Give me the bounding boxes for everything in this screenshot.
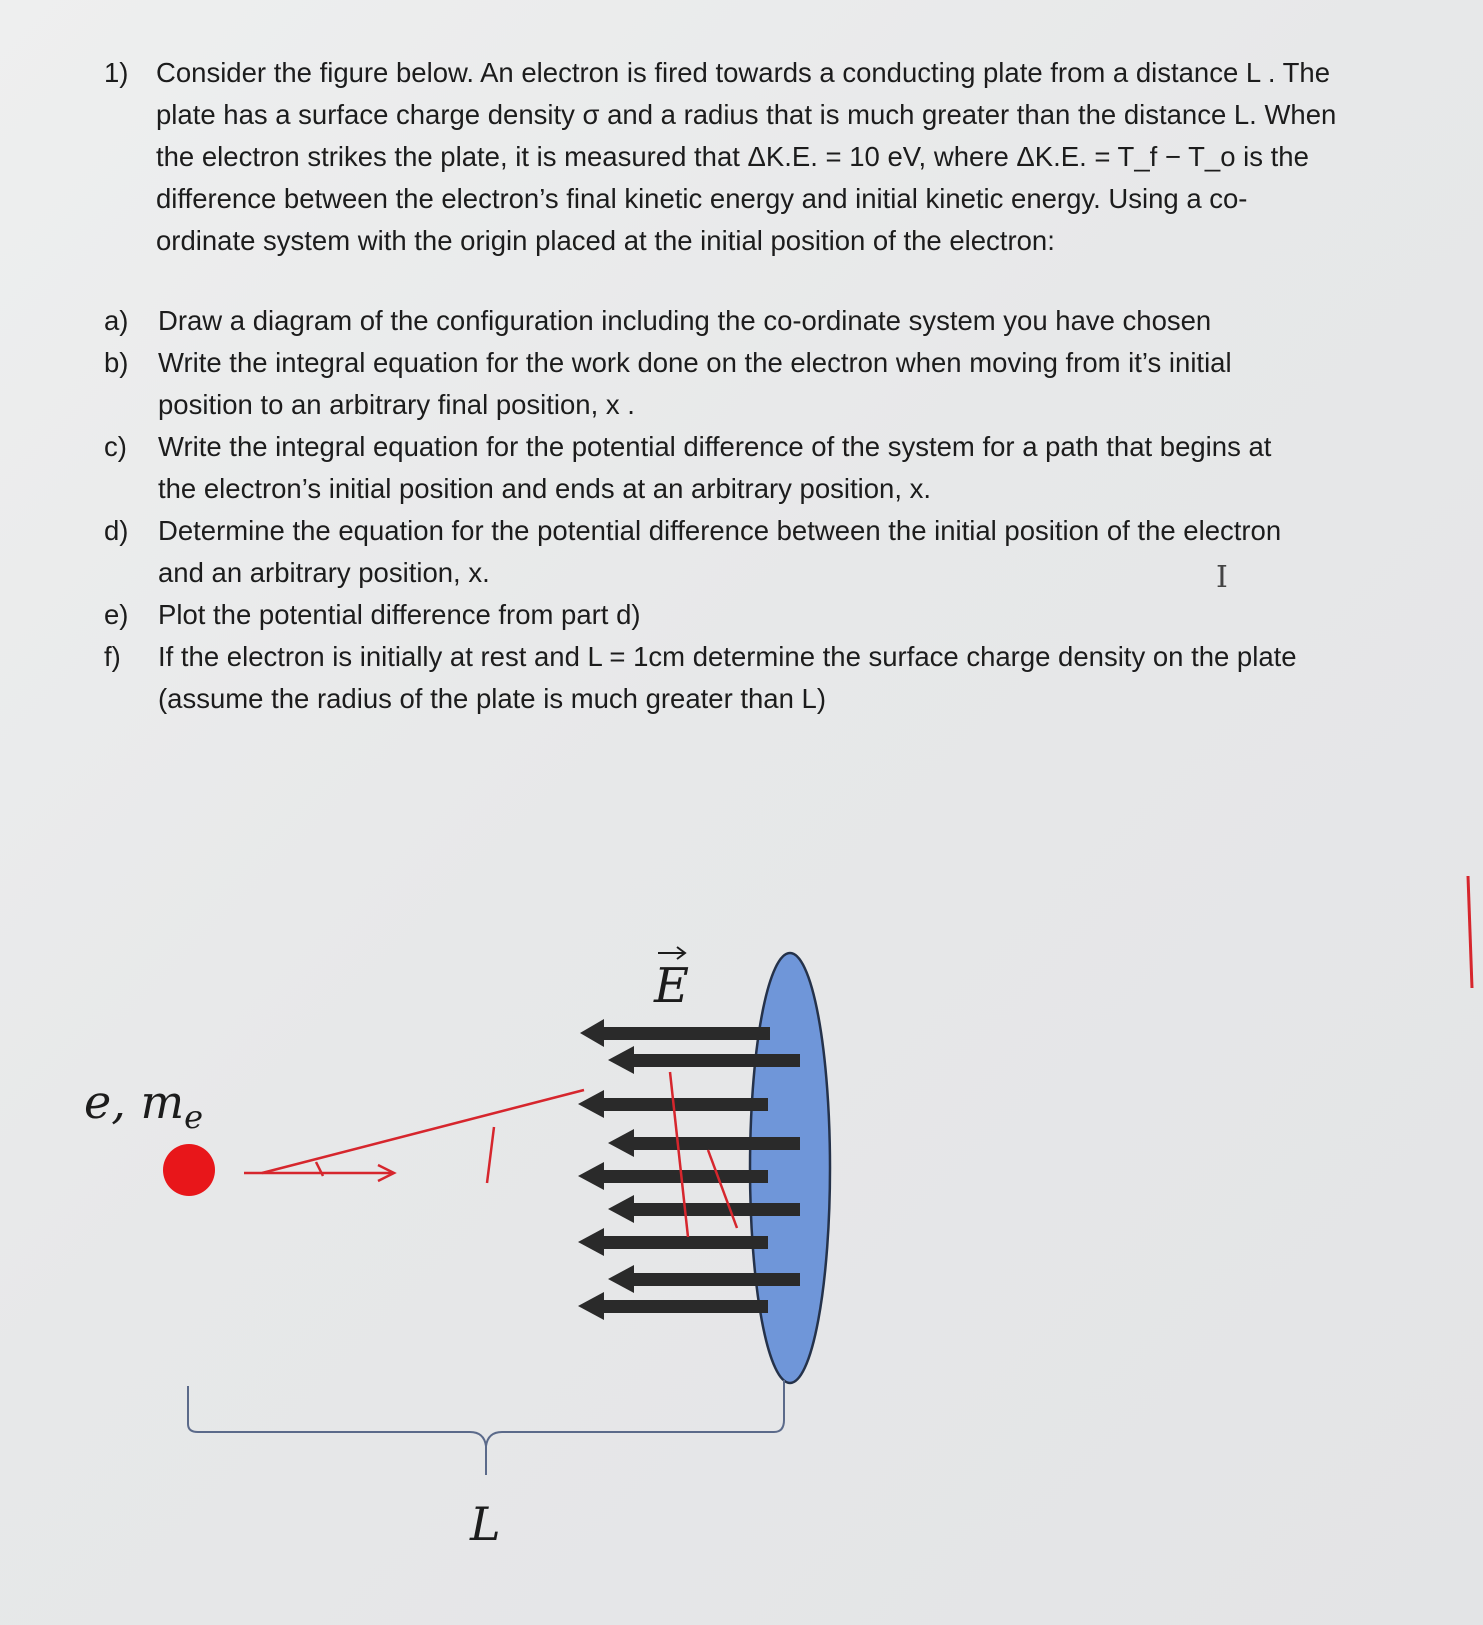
sub-question-line: and an arbitrary position, x.	[158, 557, 490, 588]
field-arrow	[578, 1228, 768, 1256]
field-label	[653, 947, 689, 1014]
sub-question-line: Draw a diagram of the configuration including the co-ordinate system you have chosen	[158, 305, 1212, 336]
question-line: plate has a surface charge density σ and a radius that is much greater than the distance L. When	[156, 99, 1337, 130]
sub-question-line: If the electron is initially at rest and L = 1cm determine the surface charge density on the plate	[158, 641, 1297, 672]
sub-question-line: Determine the equation for the potential difference between the initial position of the electron	[158, 515, 1282, 546]
conducting-plate	[750, 953, 830, 1383]
sub-question-label: a)	[104, 305, 129, 336]
sub-question-label: e)	[104, 599, 129, 630]
question-line: Consider the figure below. An electron is fired towards a conducting plate from a distance L . The	[156, 57, 1331, 88]
sub-question-label: d)	[104, 515, 129, 546]
question-line: ordinate system with the origin placed at the initial position of the electron:	[156, 225, 1055, 256]
sub-question-line: (assume the radius of the plate is much greater than L)	[158, 683, 826, 714]
particle-label-subscript: e	[184, 1098, 204, 1136]
particle-label	[84, 1075, 203, 1136]
margin-mark	[1468, 876, 1472, 988]
distance-label: L	[470, 1497, 501, 1551]
field-arrow	[578, 1292, 768, 1320]
question-line: the electron strikes the plate, it is measured that ΔK.E. = 10 eV, where ΔK.E. = T_f − T_o is the	[156, 141, 1309, 172]
field-arrow	[580, 1019, 770, 1047]
sub-question-line: Write the integral equation for the potential difference of the system for a path that begins at	[158, 431, 1272, 462]
sub-question-line: Write the integral equation for the work done on the electron when moving from it’s initial	[158, 347, 1232, 378]
sub-question-label: c)	[104, 431, 127, 462]
question-number: 1)	[104, 57, 129, 88]
sub-question-line: the electron’s initial position and ends at an arbitrary position, x.	[158, 473, 931, 504]
sub-question-label: f)	[104, 641, 121, 672]
electron	[163, 1144, 215, 1196]
field-label-text: E	[654, 958, 690, 1014]
particle-label-main: e, m	[84, 1075, 185, 1129]
sub-question-line: Plot the potential difference from part d)	[158, 599, 641, 630]
field-arrow	[578, 1162, 768, 1190]
sub-question-line: position to an arbitrary final position, x .	[158, 389, 635, 420]
distance-brace	[188, 1380, 784, 1475]
text-cursor-icon: I	[1216, 560, 1228, 595]
question-line: difference between the electron’s final kinetic energy and initial kinetic energy. Using a co-	[156, 183, 1248, 214]
sub-question-label: b)	[104, 347, 129, 378]
